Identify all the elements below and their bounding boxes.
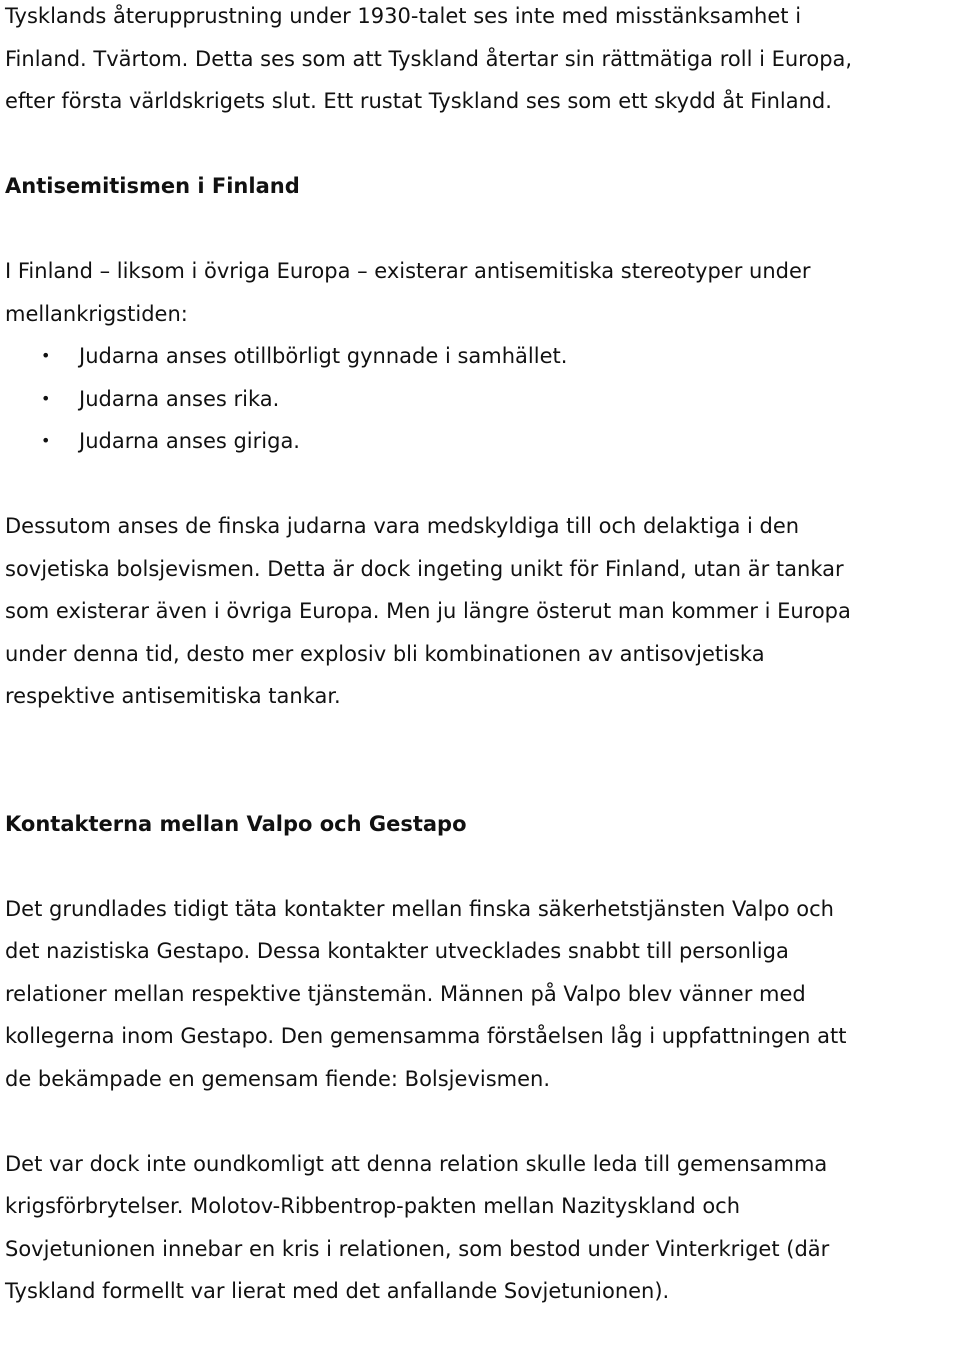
intro-paragraph bbox=[5, 0, 957, 123]
text-line: Det var dock inte oundkomligt att denna relation skulle leda till gemensamma bbox=[5, 1151, 828, 1176]
text-line: det nazistiska Gestapo. Dessa kontakter utvecklades snabbt till personliga bbox=[5, 939, 789, 963]
text-line: Tyskland formellt var lierat med det anfallande Sovjetunionen). bbox=[5, 1279, 670, 1303]
text-line: relationer mellan respektive tjänstemän. Männen på Valpo blev vänner med bbox=[5, 981, 806, 1006]
text-line: efter första världskrigets slut. Ett rustat Tyskland ses som ett skydd åt Finland. bbox=[5, 89, 832, 113]
bullet-icon: • bbox=[41, 388, 51, 408]
paragraph-bolshevism bbox=[5, 505, 957, 718]
list-item-text: Judarna anses giriga. bbox=[79, 429, 300, 453]
paragraph-contacts bbox=[5, 888, 957, 1101]
text-line: Sovjetunionen innebar en kris i relationen, som bestod under Vinterkriget (där bbox=[5, 1236, 830, 1261]
paragraph-war-crimes bbox=[5, 1143, 957, 1313]
text-line: Det grundlades tidigt täta kontakter mellan finska säkerhetstjänsten Valpo och bbox=[5, 896, 834, 921]
paragraph-stereotypes bbox=[5, 250, 957, 335]
document-page bbox=[5, 0, 957, 1313]
list-item bbox=[5, 378, 957, 421]
bullet-icon: • bbox=[41, 346, 51, 365]
text-line: krigsförbrytelser. Molotov-Ribbentrop-pakten mellan Nazityskland och bbox=[5, 1194, 741, 1218]
text-line: Dessutom anses de finska judarna vara medskyldiga till och delaktiga i den bbox=[5, 514, 800, 538]
text-line: som existerar även i övriga Europa. Men ju längre österut man kommer i Europa bbox=[5, 599, 851, 623]
text-line: respektive antisemitiska tankar. bbox=[5, 684, 341, 708]
list-item bbox=[5, 420, 957, 463]
list-item-text: Judarna anses rika. bbox=[79, 386, 280, 411]
list-item bbox=[5, 335, 957, 378]
text-line: I Finland – liksom i övriga Europa – existerar antisemitiska stereotyper under bbox=[5, 259, 811, 283]
text-line: kollegerna inom Gestapo. Den gemensamma förståelsen låg i uppfattningen att bbox=[5, 1024, 847, 1048]
text-line: Tysklands återupprustning under 1930-talet ses inte med misstänksamhet i bbox=[5, 4, 802, 28]
bullet-icon: • bbox=[41, 431, 51, 450]
text-line: sovjetiska bolsjevismen. Detta är dock ingeting unikt för Finland, utan är tankar bbox=[5, 556, 844, 581]
section-heading-valpo-gestapo: Kontakterna mellan Valpo och Gestapo bbox=[5, 811, 467, 836]
stereotype-list bbox=[5, 335, 957, 463]
text-line: mellankrigstiden: bbox=[5, 301, 188, 326]
section-heading-antisemitism: Antisemitismen i Finland bbox=[5, 174, 300, 198]
list-item-text: Judarna anses otillbörligt gynnade i samhället. bbox=[79, 344, 568, 368]
text-line: de bekämpade en gemensam fiende: Bolsjevismen. bbox=[5, 1066, 551, 1091]
text-line: under denna tid, desto mer explosiv bli kombinationen av antisovjetiska bbox=[5, 641, 765, 666]
text-line: Finland. Tvärtom. Detta ses som att Tyskland återtar sin rättmätiga roll i Europa, bbox=[5, 46, 853, 71]
